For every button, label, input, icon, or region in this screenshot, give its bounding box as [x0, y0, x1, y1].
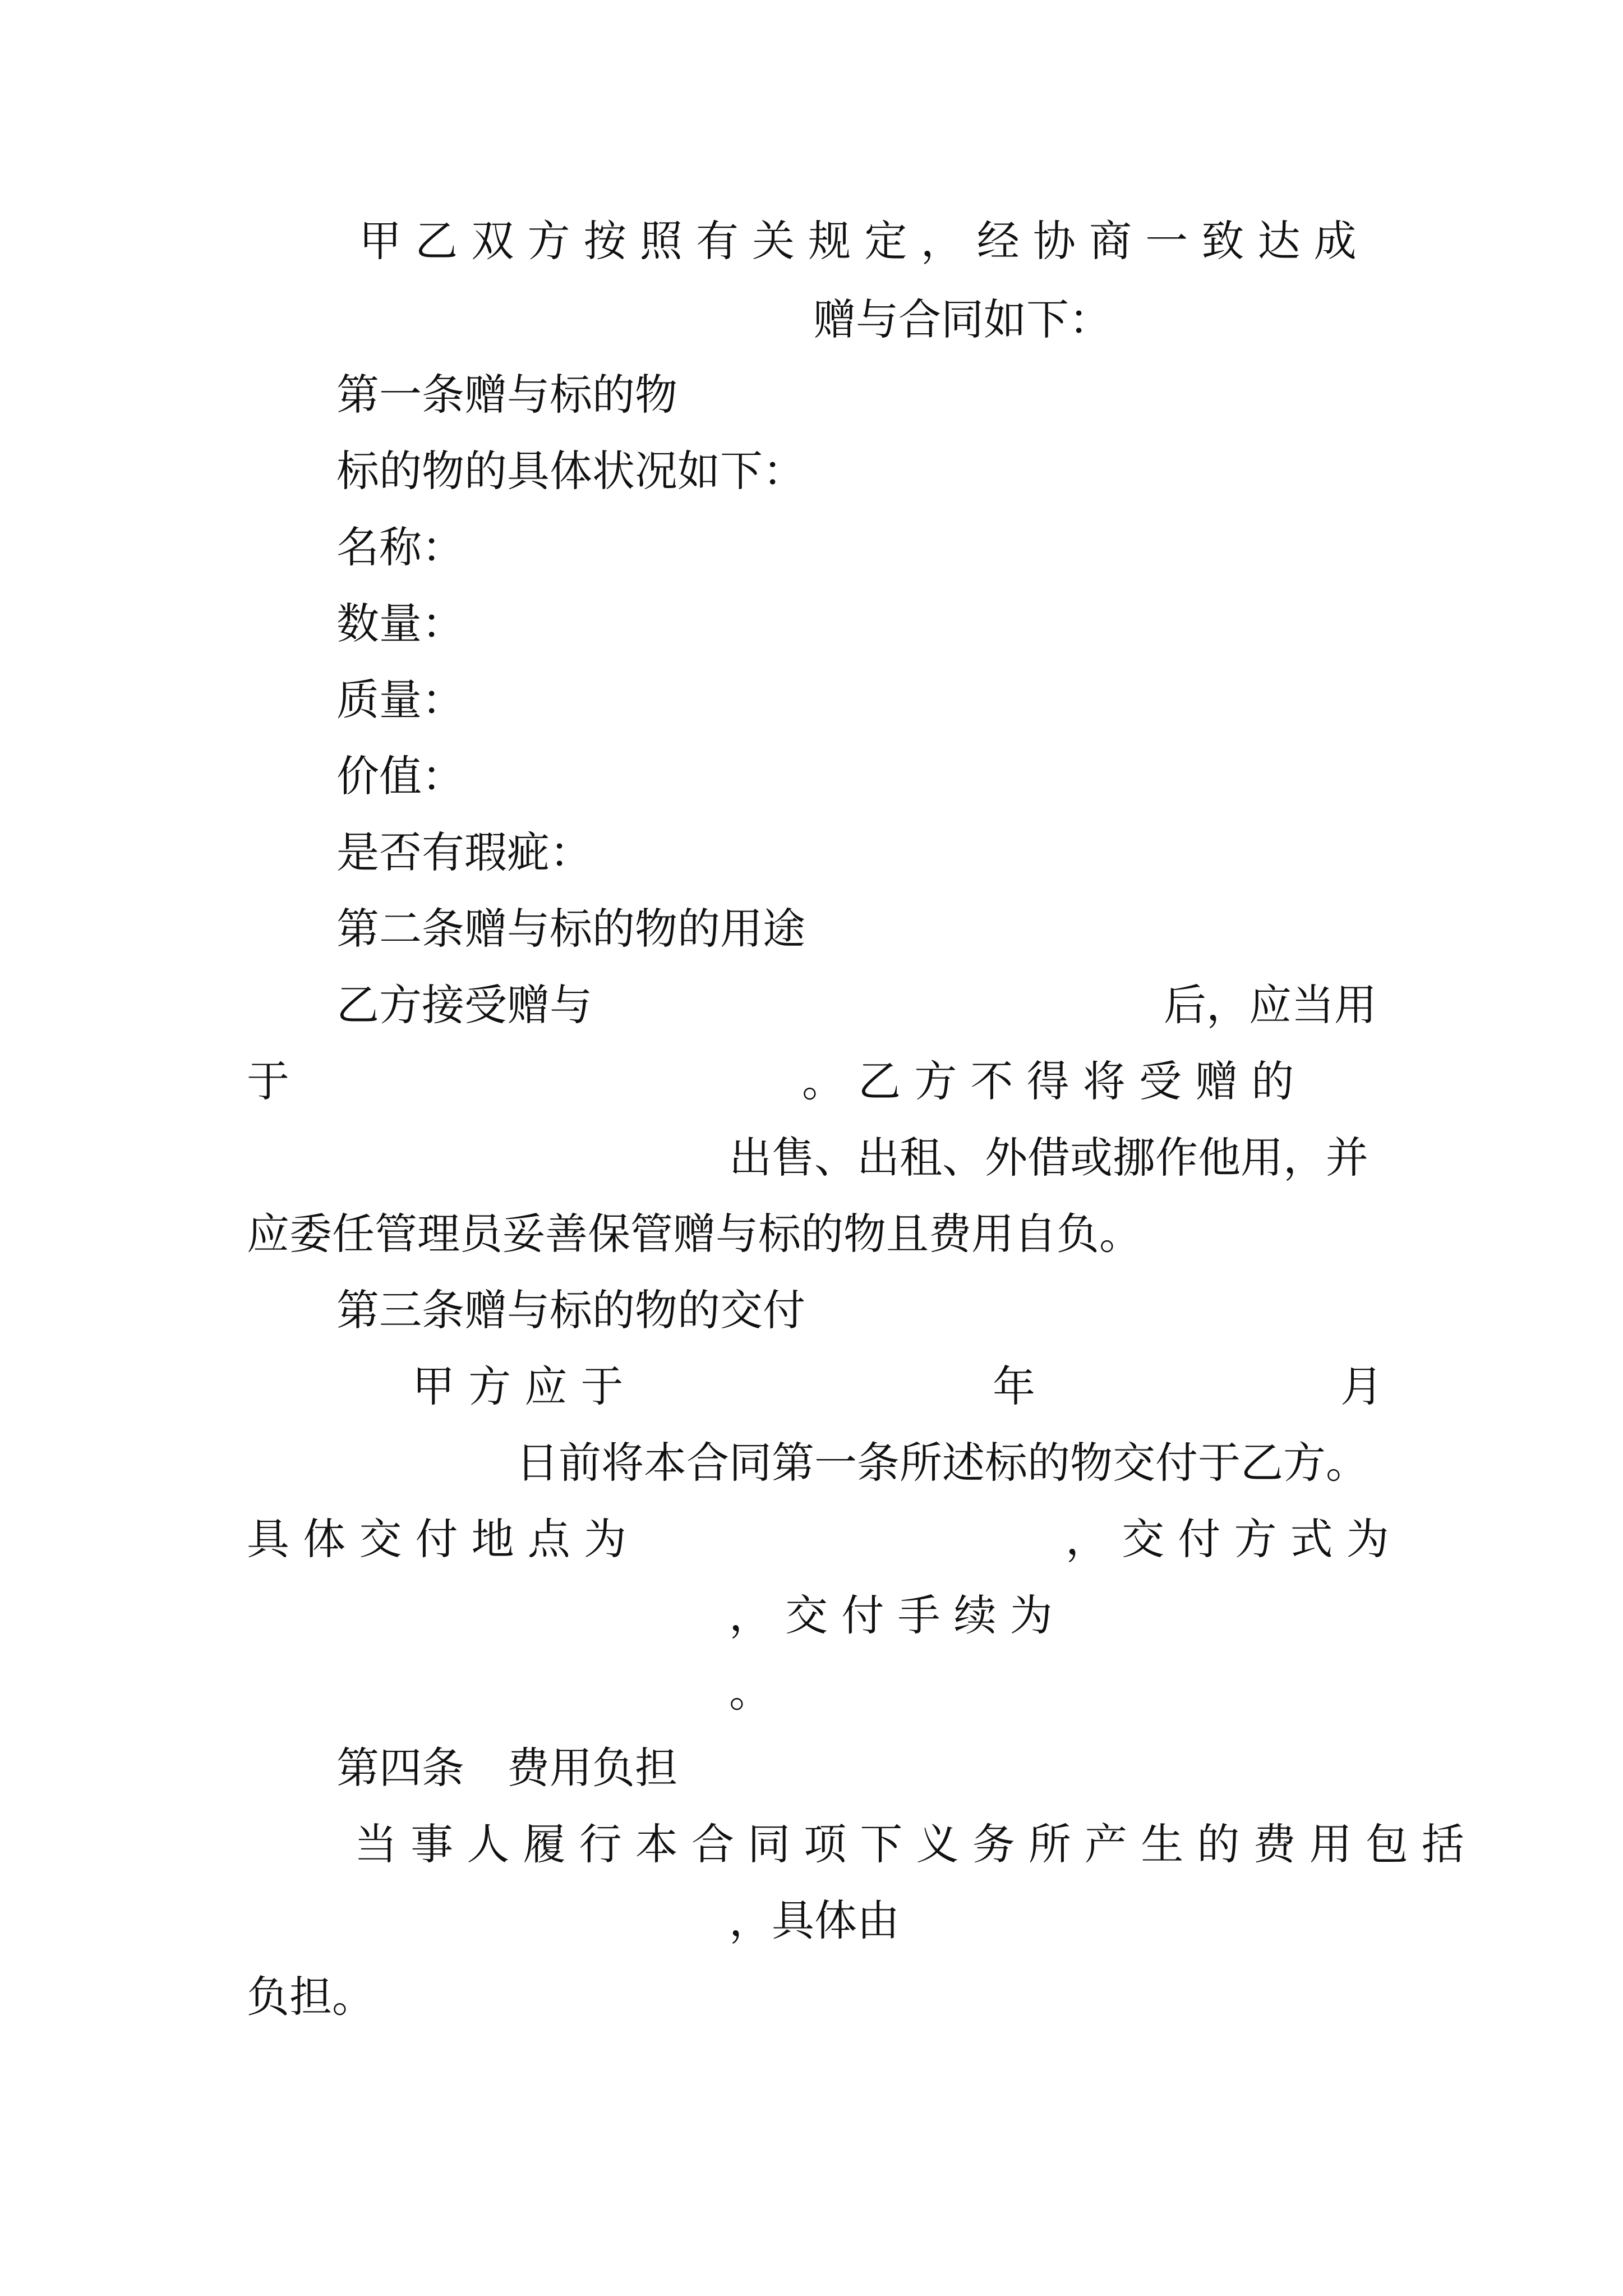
article-3-line-3a: 具 体 交 付 地 点 为 — [247, 1514, 626, 1564]
article-2-line-1b: 后，应当用 — [1164, 980, 1377, 1030]
article-3-title: 第三条赠与标的物的交付 — [336, 1285, 805, 1335]
article-2-line-4: 应委任管理员妥善保管赠与标的物且费用自负。 — [247, 1209, 1142, 1259]
article-2-line-2a: 于 — [247, 1056, 289, 1106]
field-value-label: 价值： — [336, 751, 464, 801]
field-quantity-label: 数量： — [336, 599, 464, 648]
field-name-label: 名称： — [336, 522, 464, 572]
article-3-line-1c: 月 — [1340, 1361, 1383, 1411]
article-2-line-1a: 乙方接受赠与 — [336, 980, 592, 1030]
intro-line-1: 甲 乙 双 方 按 照 有 关 规 定 ， 经 协 商 一 致 达 成 — [359, 216, 1357, 266]
article-3-line-2: 日前将本合同第一条所述标的物交付于乙方。 — [516, 1438, 1368, 1488]
article-2-title: 第二条赠与标的物的用途 — [336, 904, 805, 954]
article-4-title: 第四条 费用负担 — [336, 1743, 677, 1793]
article-1-description: 标的物的具体状况如下： — [336, 446, 805, 496]
article-2-line-2b: 。 乙 方 不 得 将 受 赠 的 — [802, 1056, 1294, 1106]
field-defect-label: 是否有瑕疵： — [336, 827, 592, 877]
article-4-line-3: 负担。 — [247, 1972, 375, 2022]
article-3-line-5: 。 — [729, 1667, 772, 1717]
article-4-line-2: ，具体由 — [729, 1895, 900, 1945]
field-quality-label: 质量： — [336, 675, 464, 725]
article-3-line-4: ， 交 付 手 续 为 — [729, 1590, 1053, 1640]
article-3-line-1a: 甲 方 应 于 — [412, 1361, 624, 1411]
article-2-line-3: 出售、出租、外借或挪作他用，并 — [729, 1133, 1368, 1182]
article-3-line-3b: ， 交 付 方 式 为 — [1066, 1514, 1389, 1564]
article-4-line-1: 当 事 人 履 行 本 合 同 项 下 义 务 所 产 生 的 费 用 包 括 — [354, 1819, 1465, 1869]
intro-line-2: 赠与合同如下： — [813, 295, 1112, 344]
article-3-line-1b: 年 — [993, 1361, 1035, 1411]
article-1-title: 第一条赠与标的物 — [336, 370, 677, 420]
